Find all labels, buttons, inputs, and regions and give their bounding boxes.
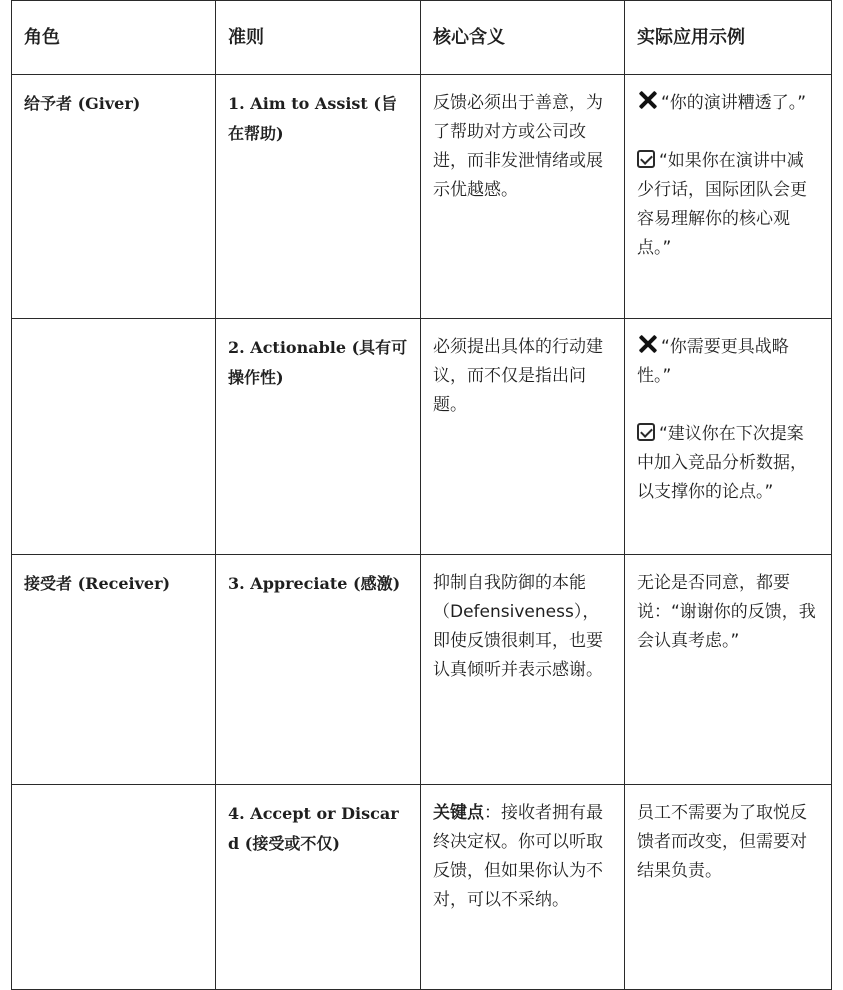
rule-label: 2. Actionable (具有可操作性) — [228, 338, 408, 387]
table-row — [12, 555, 832, 785]
role-cell — [12, 75, 216, 319]
rule-label: 4. Accept or Discard (接受或不仅) — [228, 804, 399, 853]
bad-example-text: “你的演讲糟透了。” — [661, 93, 807, 113]
meaning-keyword: 关键点 — [433, 803, 484, 823]
good-example-text: “如果你在演讲中减少行话，国际团队会更容易理解你的核心观点。” — [637, 151, 807, 258]
good-example — [637, 147, 819, 263]
good-example — [637, 420, 819, 507]
rule-cell — [216, 319, 421, 555]
cross-mark-icon — [637, 89, 659, 111]
meaning-cell: 抑制自我防御的本能（Defensiveness），即使反馈很刺耳，也要认真倾听并表示感谢。 — [421, 555, 625, 785]
table-row — [12, 319, 832, 555]
example-cell: 员工不需要为了取悦反馈者而改变，但需要对结果负责。 — [625, 785, 832, 990]
cross-mark-icon — [637, 333, 659, 355]
rule-label: 3. Appreciate (感激) — [228, 574, 401, 593]
role-label: 接受者 (Receiver) — [24, 574, 171, 593]
rule-cell — [216, 555, 421, 785]
feedback-rules-table — [11, 0, 832, 990]
check-box-icon — [637, 423, 655, 441]
rule-label: 1. Aim to Assist (旨在帮助) — [228, 94, 397, 143]
table-row — [12, 785, 832, 990]
table-row — [12, 75, 832, 319]
rule-cell — [216, 75, 421, 319]
meaning-cell — [421, 785, 625, 990]
role-cell — [12, 785, 216, 990]
bad-example-text: “你需要更具战略性。” — [637, 337, 789, 386]
meaning-cell: 反馈必须出于善意，为了帮助对方或公司改进，而非发泄情绪或展示优越感。 — [421, 75, 625, 319]
good-example-text: “建议你在下次提案中加入竞品分析数据，以支撑你的论点。” — [637, 424, 807, 502]
header-meaning: 核心含义 — [421, 1, 625, 75]
check-box-icon — [637, 150, 655, 168]
role-cell — [12, 555, 216, 785]
bad-example — [637, 89, 819, 118]
role-label: 给予者 (Giver) — [24, 94, 141, 113]
header-role: 角色 — [12, 1, 216, 75]
example-cell — [625, 75, 832, 319]
meaning-text: ：接收者拥有最终决定权。你可以听取反馈，但如果你认为不对，可以不采纳。 — [433, 803, 603, 910]
role-cell — [12, 319, 216, 555]
rule-cell — [216, 785, 421, 990]
header-rule: 准则 — [216, 1, 421, 75]
table-header-row — [12, 1, 832, 75]
bad-example — [637, 333, 819, 391]
example-cell — [625, 319, 832, 555]
example-cell: 无论是否同意，都要说：“谢谢你的反馈，我会认真考虑。” — [625, 555, 832, 785]
header-example: 实际应用示例 — [625, 1, 832, 75]
meaning-cell: 必须提出具体的行动建议，而不仅是指出问题。 — [421, 319, 625, 555]
